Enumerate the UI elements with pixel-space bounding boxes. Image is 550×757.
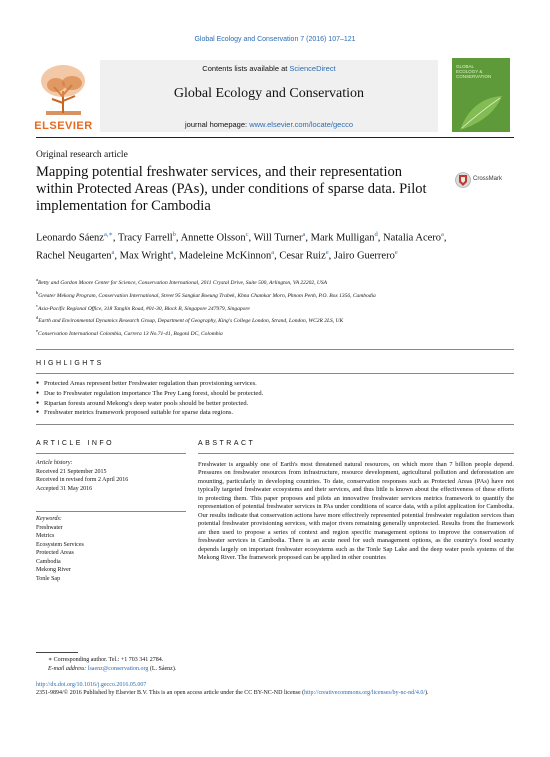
author-name: Natalia Acero <box>383 232 442 244</box>
homepage-link[interactable]: www.elsevier.com/locate/gecco <box>249 120 353 129</box>
affiliation-text: Betty and Gordon Moore Center for Science, Conservation International, 2011 Crystal Drive, Suite 500, Arlington, VA 22202, USA <box>38 279 328 286</box>
affiliation-item <box>36 276 466 287</box>
affiliation-item <box>36 289 466 300</box>
affiliation-marker: b <box>36 289 39 295</box>
affiliation-marker: c <box>36 302 39 308</box>
asterisk-marker: ∗ <box>48 657 54 663</box>
article-history <box>36 459 186 493</box>
affiliations <box>36 276 466 340</box>
article-title: Mapping potential freshwater services, and their representation within Protected Areas (PAs), under conditions of sparse data. Pilot implementation for Cambodia <box>36 164 427 214</box>
abstract-text: Freshwater is arguably one of Earth's most threatened natural resources, on which more than 7 billion people depend. Pressures on freshwater resources from infrastructure, resource development, agricultural pollution and deforestation are mounting, particularly in developing countries. To date, conservation responses such as Protected Areas (PAs) have not typically targeted freshwater ecosystems and their services, and thus little is known about the effectiveness of these efforts in protecting them. This paper proposes and pilots an innovative freshwater services metrics framework to quantify the representation of potential freshwater services in PAs under conditions of scarce data, with a pilot application for Cambodia. Our results indicate that conservation actions have more effectively represented potential freshwater regulation services than potential freshwater provisioning services, with major rivers remaining generally unprotected. Results from the framework are then used to propose a series of context and region specific management options to improve the conservation of freshwater services in Cambodia. There is an acute need for such management options, as the country's food security depends largely on important freshwater ecosystems such as the Tonle Sap Lake and the deep water pools systems of the Mekong River. The framework proposed can be applied in other countries <box>198 461 514 561</box>
affiliation-item <box>36 327 466 338</box>
author-separator: , <box>175 232 181 244</box>
author-name: Tracy Farrell <box>117 232 173 244</box>
author-affiliation-marker[interactable]: a <box>271 248 275 256</box>
highlight-item: ● Due to Freshwater regulation importance The Prey Lang forest, should be protected. <box>36 389 514 399</box>
author-separator: , <box>112 232 118 244</box>
author-separator: , <box>248 232 254 244</box>
affiliation-text: Asia-Pacific Regional Office, 318 Tanglin Road, #01-30, Block B, Singapore 247979, Singapore <box>38 305 250 312</box>
history-accepted: Accepted 31 May 2016 <box>36 485 93 492</box>
author-name: Will Turner <box>253 232 303 244</box>
keywords-rule <box>36 511 186 512</box>
keyword-item: Tonle Sap <box>36 575 61 582</box>
affiliation-text: Conservation International Colombia, Carrera 13 No.71-41, Bogotá DC, Colombia <box>38 331 223 338</box>
author-name: Max Wright <box>119 250 171 261</box>
affiliation-item <box>36 314 466 325</box>
journal-reference[interactable]: Global Ecology and Conservation 7 (2016) 107–121 <box>194 36 356 43</box>
author-affiliation-marker[interactable]: d <box>374 231 378 238</box>
history-revised: Received in revised form 2 April 2016 <box>36 477 129 483</box>
crossmark-icon <box>455 171 471 189</box>
author-name: Leonardo Sáenz <box>36 232 104 244</box>
keywords-list <box>36 524 186 584</box>
footnote-rule <box>36 652 78 653</box>
corresponding-line <box>36 656 516 665</box>
homepage-prefix: journal homepage: <box>184 120 250 129</box>
author-name: Mark Mulligan <box>310 232 375 244</box>
email-line <box>36 665 516 674</box>
cover-line: ECOLOGY & <box>456 69 483 74</box>
publisher-wordmark: ELSEVIER <box>34 120 93 132</box>
sciencedirect-link[interactable]: ScienceDirect <box>289 64 336 73</box>
author-affiliation-marker[interactable]: c <box>245 231 249 238</box>
history-received: Received 21 September 2015 <box>36 468 107 475</box>
highlights-rule-top <box>36 373 514 374</box>
affiliation-text: Greater Mekong Program, Conservation International, Street 95 Sangkat Boeung Trabek, Khna Chamkar Morn, Phnom Penh, P.O. Box 1356, Cambodia <box>38 292 376 299</box>
author-name: Rachel Neugarten <box>36 250 112 261</box>
article-type: Original research article <box>36 150 128 160</box>
keyword-item: Ecosystem Services <box>36 541 84 548</box>
email-label: E-mail address: <box>48 665 88 672</box>
author-separator: , <box>377 232 383 244</box>
doi-link[interactable]: http://dx.doi.org/10.1016/j.gecco.2016.05.007 <box>36 682 147 688</box>
author-separator: , <box>274 250 280 261</box>
author-affiliation-marker[interactable]: a <box>302 231 306 238</box>
corresponding-text: Corresponding author. Tel.: +1 703 341 2784. <box>53 657 164 663</box>
author-name: Annette Olsson <box>180 232 246 244</box>
homepage-line <box>100 120 438 129</box>
corresponding-footnote <box>36 656 516 673</box>
author-affiliation-marker[interactable]: a <box>111 248 115 256</box>
author-affiliation-marker[interactable]: e <box>394 248 398 256</box>
author-separator: , <box>114 250 120 261</box>
abstract-heading: ABSTRACT <box>198 440 256 447</box>
affiliation-rule <box>36 349 514 350</box>
highlights-heading: HIGHLIGHTS <box>36 360 104 367</box>
history-label: Article history: <box>36 460 73 466</box>
cover-line: GLOBAL <box>456 64 475 69</box>
header-rule <box>36 137 514 138</box>
author-separator: , <box>328 250 334 261</box>
author-name: Jairo Guerrero <box>333 250 395 261</box>
affiliation-marker: d <box>36 315 39 321</box>
doi-block <box>36 681 516 697</box>
author-name: Madeleine McKinnon <box>178 250 272 261</box>
email-suffix: (L. Sáenz). <box>148 665 177 672</box>
affiliation-item <box>36 302 466 313</box>
keyword-item: Protected Areas <box>36 550 74 556</box>
license-link[interactable]: http://creativecommons.org/licenses/by-nc-nd/4.0/ <box>304 690 426 696</box>
author-list <box>36 228 476 263</box>
keywords-block <box>36 515 186 583</box>
license-line <box>36 689 516 697</box>
author-separator: , <box>173 250 179 261</box>
author-affiliation-marker[interactable]: a <box>170 248 174 256</box>
affiliation-marker: e <box>36 328 39 334</box>
author-name: Cesar Ruiz <box>279 250 326 261</box>
highlights-rule-bottom <box>36 424 514 425</box>
contents-prefix: Contents lists available at <box>202 64 290 73</box>
cover-leaf-icon <box>452 92 510 132</box>
license-suffix: ). <box>425 690 429 696</box>
keyword-item: Metrics <box>36 533 55 539</box>
contents-line <box>100 64 438 73</box>
article-info-rule <box>36 453 186 454</box>
highlight-item: ● Riparian forests around Mekong's deep water pools should be better protected. <box>36 399 514 409</box>
email-link[interactable]: lsaenz@conservation.org <box>87 665 149 672</box>
keyword-item: Cambodia <box>36 558 61 565</box>
crossmark-label: CrossMark <box>473 176 503 182</box>
highlight-item: ● Protected Areas represent better Freshwater regulation than provisioning services. <box>36 379 514 389</box>
author-separator: , <box>305 232 311 244</box>
license-prefix: 2351-9894/© 2016 Published by Elsevier B.V. This is an open access article under the CC BY-NC-ND license ( <box>36 690 305 696</box>
keywords-label: Keywords: <box>36 516 62 522</box>
affiliation-text: Earth and Environmental Dynamics Research Group, Department of Geography, King's College London, Strand, London, WC2R 2LS, UK <box>38 318 344 325</box>
keyword-item: Mekong River <box>36 567 71 573</box>
affiliation-marker: a <box>36 277 39 282</box>
highlights-list <box>36 379 514 418</box>
crossmark-button[interactable] <box>455 171 515 189</box>
author-affiliation-marker[interactable]: a,∗ <box>103 231 113 238</box>
cover-line: CONSERVATION <box>456 74 492 79</box>
keyword-item: Freshwater <box>36 524 63 531</box>
highlight-item: ● Freshwater metrics framework proposed suitable for sparse data regions. <box>36 408 514 418</box>
author-separator: , <box>443 232 447 244</box>
journal-name: Global Ecology and Conservation <box>173 86 365 101</box>
author-affiliation-marker[interactable]: e <box>325 248 329 256</box>
author-affiliation-marker[interactable]: b <box>172 231 176 238</box>
article-info-heading: ARTICLE INFO <box>36 440 115 447</box>
author-affiliation-marker[interactable]: a <box>441 231 444 238</box>
abstract-rule <box>198 453 514 454</box>
journal-cover-thumbnail[interactable] <box>452 58 510 132</box>
